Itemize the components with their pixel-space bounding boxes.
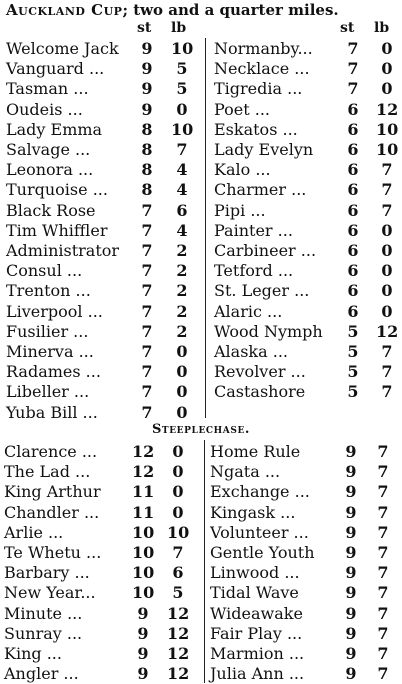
entry-row [214,179,400,200]
entry-row [214,260,400,281]
weight-pounds: 10 [171,39,194,58]
weight-stone: 10 [132,563,155,583]
entry-row [6,38,201,59]
weight-stone: 9 [141,79,153,99]
weight-stone: 6 [347,220,359,240]
weight-stone: 5 [347,321,359,341]
horse-name: Minute ... [4,603,83,623]
horse-name: Julia Ann ... [210,664,305,684]
weight-pounds: 2 [176,281,188,301]
weight-pounds: 7 [381,382,393,402]
weight-pounds: 12 [167,644,190,663]
entry-row [4,643,200,664]
weight-pounds: 6 [172,563,184,583]
col-header-st-left: st [137,20,152,36]
horse-name: Normanby... [214,39,313,58]
col-header-lb-right: lb [374,20,390,36]
weight-pounds: 7 [377,563,389,583]
weight-pounds: 12 [376,99,399,119]
weight-stone: 6 [347,241,359,260]
weight-pounds: 7 [377,442,389,461]
horse-name: Pipi ... [214,200,266,220]
weight-pounds: 7 [377,502,389,522]
weight-pounds: 0 [172,502,184,522]
weight-pounds: 7 [377,583,389,603]
horse-name: Fusilier ... [6,321,89,341]
weight-pounds: 0 [381,281,393,301]
entry-row [4,481,200,502]
weight-stone: 7 [141,261,153,281]
weight-stone: 9 [345,543,357,562]
entry-row [214,38,400,59]
col-header-lb-left: lb [171,20,187,36]
weight-stone: 7 [347,79,359,99]
weight-pounds: 10 [376,119,399,139]
entry-row [210,643,400,664]
col-header-st-right: st [340,20,355,36]
horse-name: Charmer ... [214,180,307,200]
entry-row [214,139,400,160]
horse-name: Wood Nymph [214,321,323,341]
horse-name: Arlie ... [4,522,64,542]
entry-row [6,321,201,342]
entry-row [210,441,400,462]
page-title [6,0,339,20]
weight-stone: 9 [345,583,357,603]
weight-pounds: 0 [176,402,188,422]
horse-name: Liverpool ... [6,301,103,321]
horse-name: Clarence ... [4,442,98,461]
weight-stone: 7 [141,301,153,321]
weight-pounds: 7 [381,160,393,180]
weight-pounds: 0 [381,220,393,240]
weight-stone: 9 [141,39,153,58]
weight-stone: 9 [141,59,153,79]
entry-row [214,78,400,99]
horse-name: Poet ... [214,99,270,119]
horse-name: King Arthur [4,482,101,502]
horse-name: Administrator [6,241,120,260]
entry-row [214,321,400,342]
horse-name: Gentle Youth [210,543,315,562]
weight-stone: 9 [137,623,149,643]
horse-name: Tetford ... [214,261,294,281]
horse-name: Angler ... [4,664,79,684]
horse-name: Kingask ... [210,502,296,522]
weight-stone: 9 [345,502,357,522]
horse-name: Lady Emma [6,119,103,139]
horse-name: Trenton ... [6,281,91,301]
entry-row [4,542,200,563]
weight-pounds: 7 [381,362,393,382]
entry-row [4,441,200,462]
weight-pounds: 7 [377,543,389,562]
weight-pounds: 10 [167,522,190,542]
horse-name: Marmion ... [210,644,305,663]
entry-row [6,99,201,120]
entry-row [210,542,400,563]
weight-stone: 6 [347,160,359,180]
weight-pounds: 12 [167,603,190,623]
weight-pounds: 7 [377,462,389,482]
weight-pounds: 7 [172,543,184,562]
horse-name: Alaska ... [214,342,288,361]
weight-pounds: 7 [381,180,393,200]
entry-row [214,341,400,362]
entry-row [214,280,400,301]
entry-row [4,582,200,603]
weight-stone: 9 [345,603,357,623]
entry-row [6,139,201,160]
weight-pounds: 10 [376,140,399,159]
weight-stone: 6 [347,99,359,119]
weight-pounds: 12 [167,664,190,684]
horse-name: Sunray ... [4,623,83,643]
weight-pounds: 5 [176,79,188,99]
weight-stone: 9 [345,442,357,461]
weight-stone: 7 [141,382,153,402]
weight-pounds: 0 [381,59,393,79]
weight-pounds: 4 [176,160,188,180]
weight-pounds: 12 [167,623,190,643]
entry-row [6,159,201,180]
weight-stone: 8 [141,140,153,159]
entry-row [214,381,400,402]
horse-name: Home Rule [210,442,301,461]
weight-pounds: 7 [381,200,393,220]
weight-stone: 5 [347,362,359,382]
cup-column-divider [205,38,206,418]
weight-pounds: 0 [381,241,393,260]
weight-stone: 11 [132,502,155,522]
weight-pounds: 0 [176,342,188,361]
horse-name: Te Whetu ... [4,543,102,562]
entry-row [4,502,200,523]
weight-stone: 9 [345,522,357,542]
horse-name: Kalo ... [214,160,271,180]
horse-name: Minerva ... [6,342,94,361]
weight-pounds: 4 [176,180,188,200]
weight-pounds: 0 [172,462,184,482]
weight-stone: 6 [347,261,359,281]
entry-row [4,522,200,543]
weight-stone: 8 [141,160,153,180]
weight-stone: 7 [141,200,153,220]
weight-stone: 9 [345,462,357,482]
weight-stone: 7 [141,362,153,382]
horse-name: Black Rose [6,200,96,220]
entry-row [210,522,400,543]
entry-row [4,562,200,583]
race-distance: ; two and a quarter miles. [122,1,339,19]
horse-name: Oudeis ... [6,99,83,119]
entry-row [6,402,201,423]
entry-row [4,623,200,644]
horse-name: Libeller ... [6,382,90,402]
entry-row [214,58,400,79]
weight-stone: 10 [132,522,155,542]
weight-stone: 9 [137,603,149,623]
horse-name: Castashore [214,382,306,402]
entry-row [6,361,201,382]
weight-pounds: 0 [172,442,184,461]
horse-name: Turquoise ... [6,180,108,200]
weight-stone: 9 [141,99,153,119]
entry-row [214,240,400,261]
entry-row [210,582,400,603]
horse-name: Wideawake [210,603,303,623]
entry-row [4,461,200,482]
weight-stone: 8 [141,119,153,139]
horse-name: The Lad ... [4,462,91,482]
weight-pounds: 7 [377,522,389,542]
weight-stone: 7 [141,220,153,240]
horse-name: Barbary ... [4,563,90,583]
horse-name: Painter ... [214,220,293,240]
entry-row [210,603,400,624]
weight-stone: 12 [132,442,155,461]
weight-pounds: 0 [176,362,188,382]
horse-name: Welcome Jack [6,39,119,58]
weight-pounds: 7 [381,342,393,361]
entry-row [6,381,201,402]
entry-row [6,220,201,241]
horse-name: Fair Play ... [210,623,303,643]
weight-pounds: 0 [381,261,393,281]
weight-stone: 7 [141,241,153,260]
horse-name: Consul ... [6,261,83,281]
weight-pounds: 6 [176,200,188,220]
weight-stone: 7 [141,281,153,301]
entry-row [6,341,201,362]
entry-row [210,481,400,502]
horse-name: Vanguard ... [6,59,105,79]
entry-row [214,99,400,120]
weight-stone: 8 [141,180,153,200]
horse-name: St. Leger ... [214,281,310,301]
horse-name: Exchange ... [210,482,310,502]
entry-row [6,119,201,140]
steeplechase-heading: Steeplechase. [151,422,251,437]
weight-stone: 5 [347,382,359,402]
steeplechase-column-divider [204,440,205,683]
entry-row [214,301,400,322]
weight-stone: 6 [347,200,359,220]
weight-pounds: 7 [377,482,389,502]
weight-pounds: 0 [381,301,393,321]
horse-name: Eskatos ... [214,119,298,139]
weight-pounds: 2 [176,301,188,321]
entry-row [210,562,400,583]
entry-row [6,240,201,261]
entry-row [214,361,400,382]
horse-name: Lady Evelyn [214,140,314,159]
horse-name: Tim Whiffler [6,220,108,240]
entry-row [210,623,400,644]
weight-pounds: 7 [176,140,188,159]
weight-stone: 11 [132,482,155,502]
weight-stone: 9 [137,644,149,663]
horse-name: Leonora ... [6,160,94,180]
horse-name: Linwood ... [210,563,300,583]
weight-pounds: 5 [172,583,184,603]
entry-row [6,179,201,200]
weight-stone: 9 [345,563,357,583]
horse-name: Volunteer ... [210,522,309,542]
entry-row [6,58,201,79]
entry-row [214,200,400,221]
weight-pounds: 0 [176,382,188,402]
weight-pounds: 10 [171,119,194,139]
horse-name: Salvage ... [6,140,91,159]
entry-row [214,119,400,140]
horse-name: Alaric ... [214,301,283,321]
horse-name: Tidal Wave [210,583,299,603]
entry-row [210,502,400,523]
weight-pounds: 2 [176,241,188,260]
weight-pounds: 2 [176,321,188,341]
horse-name: Chandler ... [4,502,100,522]
weight-pounds: 7 [377,664,389,684]
horse-name: Tasman ... [6,79,89,99]
entry-row [4,603,200,624]
entry-row [6,200,201,221]
weight-stone: 7 [347,59,359,79]
horse-name: New Year... [4,583,96,603]
horse-name: Revolver ... [214,362,306,382]
weight-stone: 7 [347,39,359,58]
entry-row [6,78,201,99]
weight-stone: 9 [345,644,357,663]
entry-row [210,663,400,684]
weight-stone: 7 [141,342,153,361]
weight-stone: 10 [132,543,155,562]
entry-row [6,260,201,281]
weight-stone: 6 [347,140,359,159]
horse-name: Ngata ... [210,462,281,482]
weight-pounds: 12 [376,321,399,341]
entry-row [6,301,201,322]
weight-pounds: 5 [176,59,188,79]
entry-row [4,663,200,684]
entry-row [214,159,400,180]
horse-name: Tigredia ... [214,79,303,99]
weight-stone: 6 [347,119,359,139]
weight-stone: 10 [132,583,155,603]
weight-stone: 9 [345,664,357,684]
weight-stone: 12 [132,462,155,482]
weight-pounds: 0 [176,99,188,119]
horse-name: Yuba Bill ... [6,402,98,422]
weight-pounds: 7 [377,603,389,623]
entry-row [6,280,201,301]
weight-stone: 7 [141,321,153,341]
weight-stone: 6 [347,301,359,321]
weight-stone: 9 [137,664,149,684]
weight-pounds: 0 [381,79,393,99]
weight-pounds: 0 [381,39,393,58]
weight-pounds: 7 [377,644,389,663]
weight-pounds: 4 [176,220,188,240]
entry-row [210,461,400,482]
horse-name: Radames ... [6,362,101,382]
weight-stone: 5 [347,342,359,361]
weight-pounds: 0 [172,482,184,502]
horse-name: Necklace ... [214,59,310,79]
weight-pounds: 2 [176,261,188,281]
horse-name: Carbineer ... [214,241,317,260]
horse-name: King ... [4,644,62,663]
weight-pounds: 7 [377,623,389,643]
weight-stone: 9 [345,623,357,643]
weight-stone: 6 [347,281,359,301]
entry-row [214,220,400,241]
weight-stone: 9 [345,482,357,502]
weight-stone: 7 [141,402,153,422]
race-name: Auckland Cup [6,1,123,19]
weight-stone: 6 [347,180,359,200]
